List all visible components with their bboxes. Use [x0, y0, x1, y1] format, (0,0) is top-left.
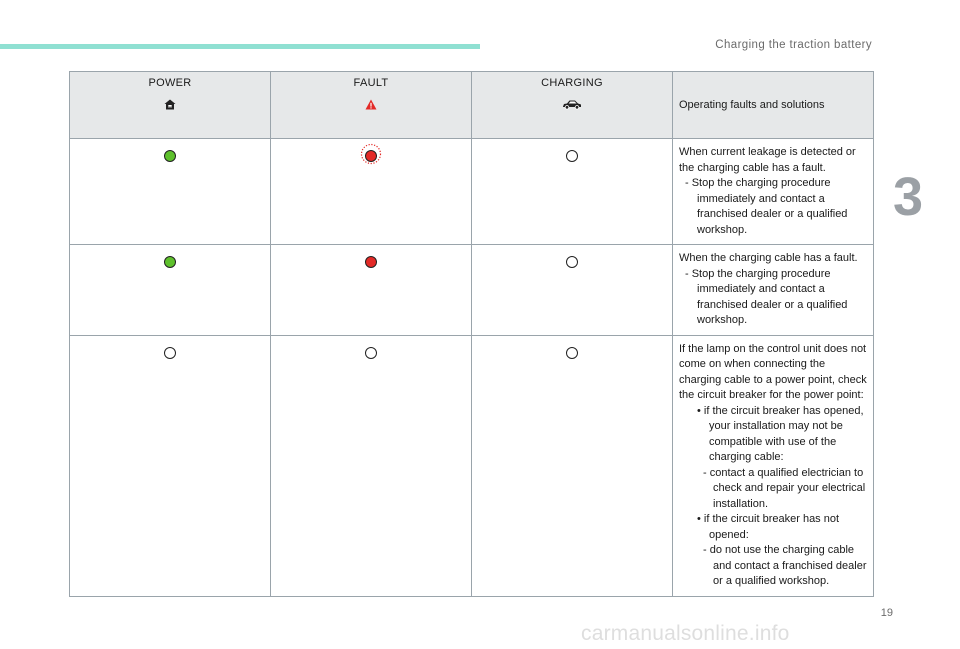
table-row	[70, 245, 874, 336]
table-row	[70, 335, 874, 596]
description-cell	[673, 245, 874, 336]
page-number: 19	[880, 607, 893, 619]
column-label-fault: FAULT	[353, 77, 389, 89]
car-icon	[562, 99, 582, 110]
charging-lamp-cell	[472, 245, 673, 336]
description-subline: - contact a qualified electrician to check and repair your electrical installation.	[703, 466, 866, 510]
power-lamp-cell	[70, 335, 271, 596]
column-header-description: Operating faults and solutions	[673, 72, 874, 139]
watermark-text: carmanualsonline.info	[581, 622, 790, 645]
description-bullet: • if the circuit breaker has not opened:	[697, 513, 840, 541]
fault-lamp-cell	[271, 139, 472, 245]
fault-lamp-cell	[271, 335, 472, 596]
flashing-rays-icon	[360, 143, 382, 165]
power-lamp-green	[164, 150, 176, 162]
fault-lamp-cell	[271, 245, 472, 336]
description-line: When current leakage is detected or the charging cable has a fault.	[679, 146, 856, 174]
description-cell	[673, 139, 874, 245]
description-cell	[673, 335, 874, 596]
page-header-title: Charging the traction battery	[715, 39, 872, 51]
description-line: When the charging cable has a fault.	[679, 252, 858, 264]
header-accent-bar	[0, 44, 480, 49]
column-header-power	[70, 72, 271, 139]
table-row	[70, 139, 874, 245]
charging-lamp-off	[566, 256, 578, 268]
charging-lamp-cell	[472, 335, 673, 596]
house-plug-icon	[164, 99, 176, 110]
description-subline: - Stop the charging procedure immediately and contact a franchised dealer or a qualified workshop.	[685, 267, 848, 326]
chapter-number: 3	[893, 167, 924, 227]
description-subline: - Stop the charging procedure immediately and contact a franchised dealer or a qualified workshop.	[685, 177, 848, 236]
fault-lamp-off	[365, 347, 377, 359]
column-label-charging: CHARGING	[541, 77, 603, 89]
description-bullet: • if the circuit breaker has opened, your installation may not be compatible with use of the charging cable:	[697, 404, 864, 463]
table-header-row	[70, 72, 874, 139]
charging-lamp-cell	[472, 139, 673, 245]
power-lamp-cell	[70, 139, 271, 245]
warning-triangle-icon	[365, 99, 377, 110]
fault-lamp-flashing	[365, 139, 377, 165]
description-subline: - do not use the charging cable and contact a franchised dealer or a qualified workshop.	[703, 544, 867, 587]
fault-lamp-red	[365, 256, 377, 268]
power-lamp-off	[164, 347, 176, 359]
charging-lamp-off	[566, 347, 578, 359]
description-line: If the lamp on the control unit does not come on when connecting the charging cable to a power point, check the circuit breaker for the power point:	[679, 342, 867, 401]
column-header-charging	[472, 72, 673, 139]
column-header-fault	[271, 72, 472, 139]
power-lamp-green	[164, 256, 176, 268]
charging-status-table	[69, 71, 874, 597]
column-label-power: POWER	[148, 77, 192, 89]
power-lamp-cell	[70, 245, 271, 336]
charging-lamp-off	[566, 150, 578, 162]
